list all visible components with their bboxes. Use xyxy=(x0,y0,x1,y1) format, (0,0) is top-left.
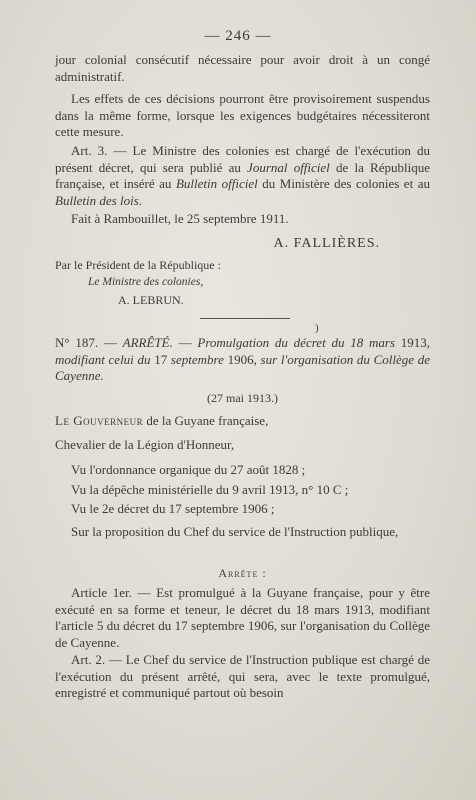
page-number: — 246 — xyxy=(204,28,272,44)
signature-lebrun: A. LEBRUN. xyxy=(118,293,184,307)
vu-ordonnance: Vu l'ordonnance organique du 27 août 1828 ; xyxy=(71,462,306,477)
date-line: (27 mai 1913.) xyxy=(207,391,278,405)
vu-decret: Vu le 2e décret du 17 septembre 1906 ; xyxy=(71,501,275,516)
article-2: Art. 2. — Le Chef du service de l'Instruction publique est chargé de l'exécution du présent arrêté, qui sera, avec le texte promulgué, enregistré et communiqué partout où besoin xyxy=(55,652,430,700)
article-1: Article 1er. — Est promulgué à la Guyane française, pour y être exécuté en sa forme et teneur, le décret du 18 mars 1913, modifiant l'article 5 du décret du 17 septembre 1906, sur l'organisation du Collège de Cayenne. xyxy=(55,585,430,650)
arrete-heading: Arrête : xyxy=(218,566,267,580)
paragraph-continuation: jour colonial consécutif nécessaire pour avoir droit à un congé administratif. xyxy=(55,52,430,84)
paragraph-effets: Les effets de ces décisions pourront être provisoirement suspendus dans la même forme, lorsque les exigences budgétaires nécessiteront cette mesure. xyxy=(55,91,430,139)
article-3-lead: Art. 3. — xyxy=(71,143,127,158)
gouverneur-line: Le Gouverneur de la Guyane française, xyxy=(55,413,269,428)
section-divider xyxy=(200,318,290,319)
margin-mark: ) xyxy=(315,322,319,334)
signature-fallieres: A. FALLIÈRES. xyxy=(273,236,380,251)
chevalier-line: Chevalier de la Légion d'Honneur, xyxy=(55,437,235,452)
article-3: Art. 3. — Le Ministre des colonies est chargé de l'exécution du présent décret, qui sera publié au Journal officiel de la République française, et inséré au Bulletin officiel du Ministère des colonies et au Bulletin des lois. xyxy=(55,143,430,208)
fait-line: Fait à Rambouillet, le 25 septembre 1911. xyxy=(71,211,289,226)
ministre-colonies: Le Ministre des colonies, xyxy=(88,276,204,288)
par-le-president: Par le Président de la République : xyxy=(55,258,221,272)
sur-proposition: Sur la proposition du Chef du service de l'Instruction publique, xyxy=(71,524,399,539)
vu-depeche: Vu la dépêche ministérielle du 9 avril 1913, n° 10 C ; xyxy=(71,482,349,497)
document-no-187-heading: N° 187. — ARRÊTÉ. — Promulgation du décret du 18 mars 1913, modifiant celui du 17 septembre 1906, sur l'organisation du Collège de Cayenne. xyxy=(55,335,431,383)
